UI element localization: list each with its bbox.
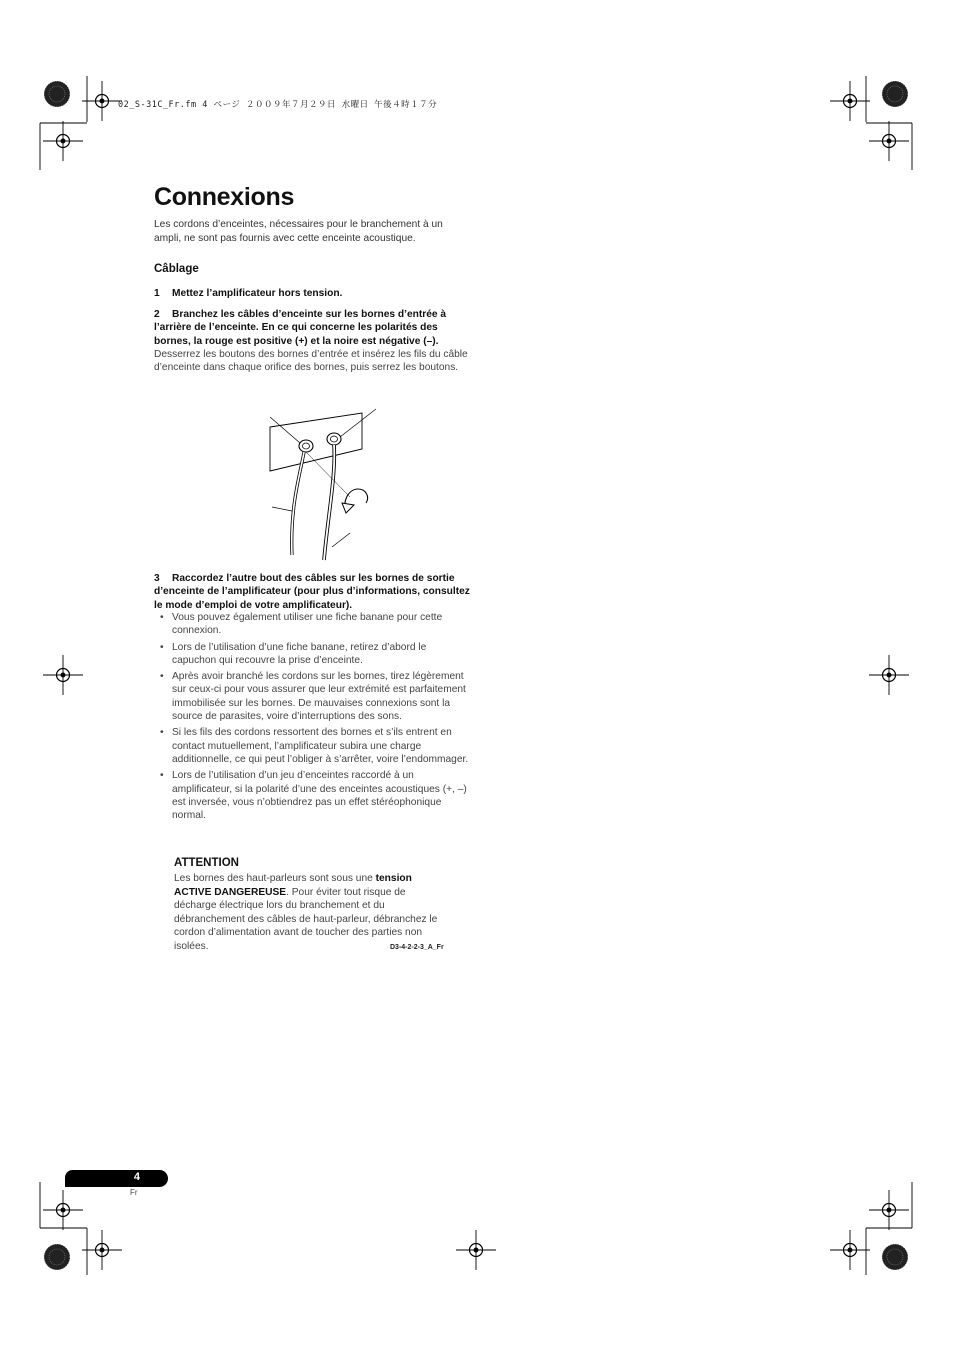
caution-title: ATTENTION <box>174 857 239 869</box>
step-1 <box>154 287 470 300</box>
bullet-icon: • <box>160 612 164 623</box>
bullet-icon: • <box>160 727 164 739</box>
step-number: 3 <box>154 573 160 584</box>
step-title: Branchez les câbles d’enceinte sur les bornes d’entrée à l’arrière de l’enceinte. En ce qui concerne les polarités des bornes, la rouge est positive (+) et la noire est négative (–). <box>154 309 447 347</box>
speaker-terminal-illustration <box>262 405 382 565</box>
list-item: • Après avoir branché les cordons sur les bornes, tirez légèrement sur ceux-ci pour vous assurer que leur extrémité est parfaitement immobilisée sur les bornes. De mauvaises connexions sont la source de parasites, voire d’interruptions des sons. <box>160 671 466 723</box>
page-number-tab <box>65 1170 168 1187</box>
page-title: Connexions <box>154 183 295 211</box>
list-item: • Si les fils des cordons ressortent des bornes et s’ils entrent en contact mutuellement, l’amplificateur subira une charge additionnelle, ce qui peut l’obliger à s’arrêter, voire l’endommager. <box>160 727 469 765</box>
step-title: Raccordez l’autre bout des câbles sur les bornes de sortie d’enceinte de l’amplificateur (pour plus d’informations, consultez le mode d’emploi de votre amplificateur). <box>154 573 470 611</box>
bullet-icon: • <box>160 671 164 683</box>
step-title: Mettez l’amplificateur hors tension. <box>172 288 343 299</box>
file-info-header: 02_S-31C_Fr.fm 4 ページ ２００９年７月２９日 水曜日 午後４時１７分 <box>118 100 438 110</box>
step-2 <box>154 308 470 374</box>
caution-code: D3-4-2-2-3_A_Fr <box>390 944 444 951</box>
intro-paragraph: Les cordons d’enceintes, nécessaires pour le branchement à un ampli, ne sont pas fournis avec cette enceinte acoustique. <box>154 219 443 244</box>
notes-list <box>160 611 472 825</box>
list-item: • Vous pouvez également utiliser une fiche banane pour cette connexion. <box>160 612 443 637</box>
step-number: 2 <box>154 309 160 320</box>
step-description: Desserrez les boutons des bornes d’entrée et insérez les fils du câble d’enceinte dans chaque orifice des bornes, puis serrez les boutons. <box>154 348 468 374</box>
bullet-icon: • <box>160 641 164 653</box>
section-heading: Câblage <box>154 263 199 275</box>
page-language: Fr <box>130 1188 138 1197</box>
step-3 <box>154 572 470 612</box>
caution-box <box>174 857 449 953</box>
list-item: • Lors de l’utilisation d’une fiche banane, retirez d’abord le capuchon qui recouvre la prise d’enceinte. <box>160 641 427 666</box>
bullet-icon: • <box>160 770 164 782</box>
list-item: • Lors de l’utilisation d’un jeu d’enceintes raccordé à un amplificateur, si la polarité d’une des enceintes acoustiques (+, –) est inversée, vous n’obtiendrez pas un effet stéréophonique normal. <box>160 770 467 822</box>
step-number: 1 <box>154 288 160 299</box>
caution-text: Les bornes des haut-parleurs sont sous une tension ACTIVE DANGEREUSE. Pour éviter tout risque de décharge électrique lors du branchement et du débranchement des câbles de haut-parleur, débranchez le cordon d’alimentation avant de toucher des parties non isolées. <box>174 873 438 952</box>
page-number: 4 <box>133 1171 140 1183</box>
